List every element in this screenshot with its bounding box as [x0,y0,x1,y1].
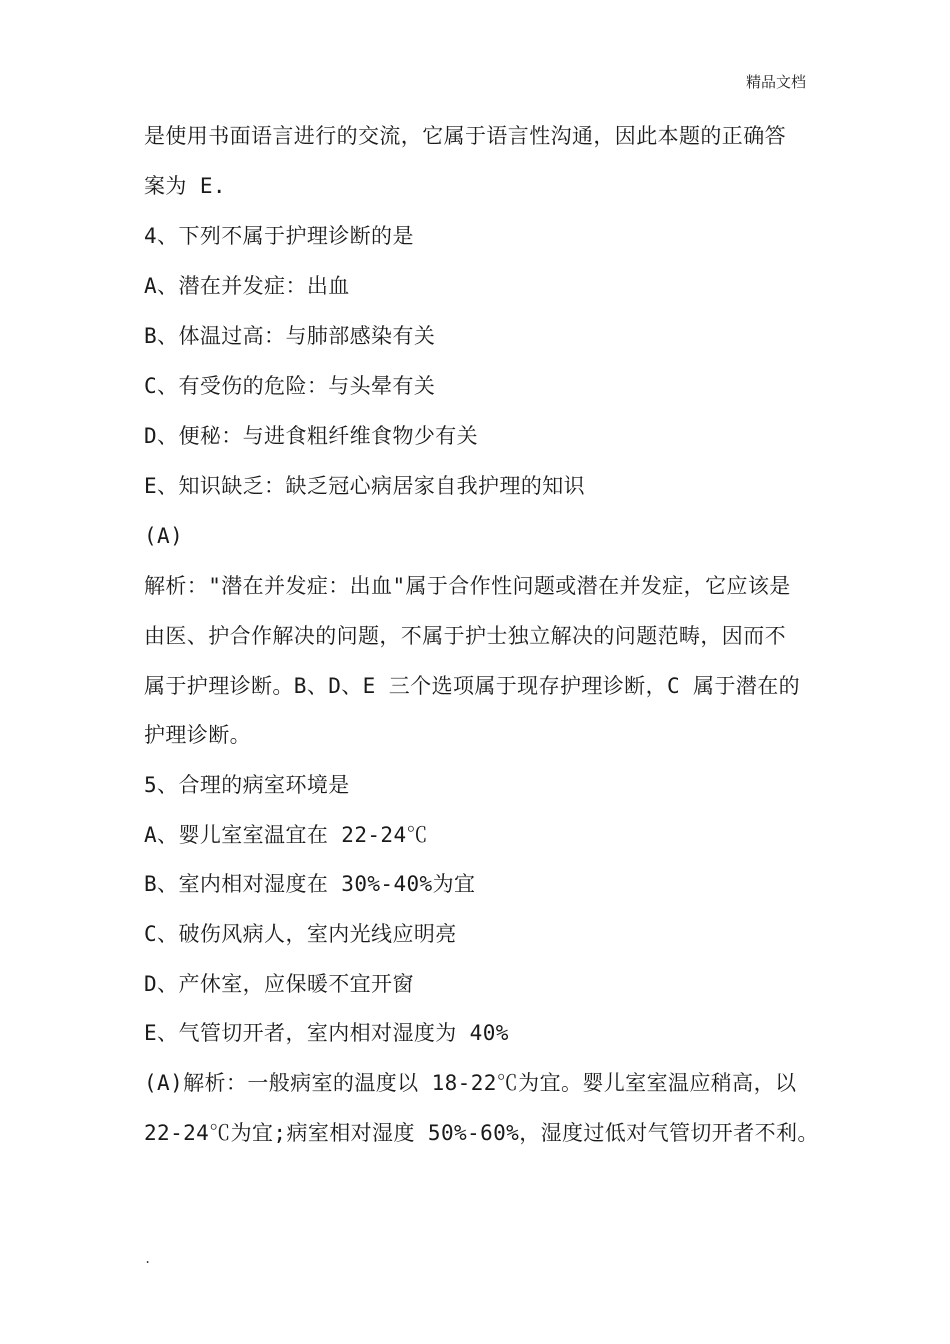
question-4-option-d: D、便秘：与进食粗纤维食物少有关 [144,424,479,448]
question-4-option-a: A、潜在并发症：出血 [144,274,350,298]
page-header-label: 精品文档 [745,73,806,91]
question-5-stem: 5、合理的病室环境是 [144,773,350,797]
question-5-answer-analysis-line-1: (A)解析：一般病室的温度以 18-22℃为宜。婴儿室室温应稍高，以 [144,1071,797,1095]
page-footer-mark: . [144,1252,152,1266]
question-4-analysis-line-3: 属于护理诊断。B、D、E 三个选项属于现存护理诊断，C 属于潜在的 [144,674,801,698]
question-4-answer: (A) [144,524,184,548]
question-5-option-e: E、气管切开者，室内相对湿度为 40% [144,1021,509,1045]
question-4-option-b: B、体温过高：与肺部感染有关 [144,324,436,348]
text-line-1: 是使用书面语言进行的交流，它属于语言性沟通，因此本题的正确答 [144,124,786,148]
question-4-stem: 4、下列不属于护理诊断的是 [144,224,414,248]
question-5-option-a: A、婴儿室室温宜在 22-24℃ [144,823,428,847]
question-5-option-d: D、产休室，应保暖不宜开窗 [144,972,414,996]
question-4-option-c: C、有受伤的危险：与头晕有关 [144,374,436,398]
question-4-option-e: E、知识缺乏：缺乏冠心病居家自我护理的知识 [144,474,586,498]
question-4-analysis-line-4: 护理诊断。 [144,723,251,747]
question-4-analysis-line-2: 由医、护合作解决的问题，不属于护士独立解决的问题范畴，因而不 [144,624,786,648]
question-5-analysis-line-2: 22-24℃为宜;病室相对湿度 50%-60%，湿度过低对气管切开者不利。 [144,1121,819,1145]
question-5-option-b: B、室内相对湿度在 30%-40%为宜 [144,872,476,896]
question-5-option-c: C、破伤风病人，室内光线应明亮 [144,922,457,946]
question-4-analysis-line-1: 解析："潜在并发症：出血"属于合作性问题或潜在并发症，它应该是 [144,574,791,598]
text-line-2: 案为 E. [144,174,226,198]
